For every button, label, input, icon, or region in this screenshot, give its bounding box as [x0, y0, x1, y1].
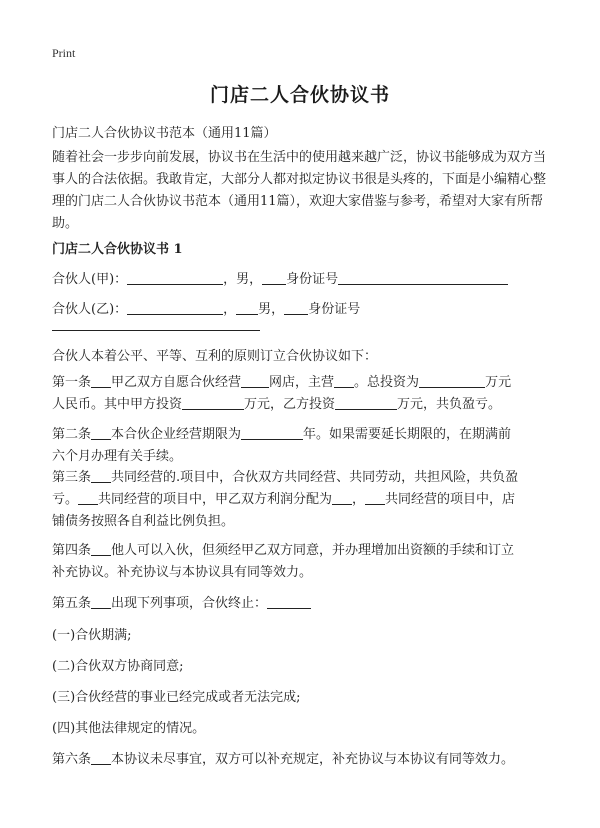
- blank: [241, 425, 303, 440]
- blank: [91, 750, 111, 765]
- lead-text: 合伙人本着公平、平等、互利的原则订立合伙协议如下：: [52, 349, 378, 364]
- article-3-text: 铺债务按照各自利益比例负担。: [52, 514, 235, 529]
- article-1-text: 甲乙双方自愿合伙经营: [111, 375, 242, 390]
- partner-b-name-blank: [127, 300, 223, 315]
- section-heading: 门店二人合伙协议书 1: [52, 242, 183, 257]
- article-5-num: 第五条: [52, 596, 92, 611]
- blank: [267, 594, 311, 609]
- document-title: 门店二人合伙协议书: [209, 84, 390, 106]
- blank: [419, 373, 485, 388]
- article-1-num: 第一条: [52, 375, 92, 390]
- blank: [91, 425, 111, 440]
- partner-b-age-blank: [284, 300, 308, 315]
- partner-b-comma: ，: [223, 302, 237, 317]
- article-1-text: 网店，主营: [269, 375, 335, 390]
- article-1-text: 万元: [485, 375, 512, 390]
- article-3-text: 共同经营的.项目中，合伙双方共同经营、共同劳动，共担风险，共负盈: [111, 470, 519, 485]
- article-3: [52, 467, 548, 533]
- partner-b-id-label: 身份证号: [308, 302, 361, 317]
- partner-b-blank: [236, 300, 258, 315]
- partner-a-name-blank: [127, 270, 223, 285]
- list-item: (四)其他法律规定的情况。: [52, 721, 206, 736]
- article-1-text: 。总投资为: [354, 375, 420, 390]
- blank: [91, 468, 111, 483]
- article-3-text: 共同经营的项目中，甲乙双方利润分配为: [98, 492, 333, 507]
- article-6-num: 第六条: [52, 752, 92, 767]
- article-4-text: 他人可以入伙，但须经甲乙双方同意，并办理增加出资额的手续和订立: [111, 543, 515, 558]
- intro-paragraph: 随着社会一步步向前发展，协议书在生活中的使用越来越广泛，协议书能够成为双方当事人的合法依据。我敢肯定，大部分人都对拟定协议书很是头疼的，下面是小编精心整理的门店二人合伙协议书范本（通用11篇），欢迎大家借鉴与参考，希望对大家有所帮助。: [52, 150, 547, 231]
- list-item: (一)合伙期满;: [52, 628, 132, 643]
- list-item: (三)合伙经营的事业已经完成或者无法完成;: [52, 690, 301, 705]
- blank: [182, 395, 244, 410]
- partner-b-id-blank: [52, 316, 260, 331]
- blank: [332, 490, 352, 505]
- article-6: [52, 748, 514, 767]
- article-4: [52, 540, 548, 584]
- article-1-text: 万元，乙方投资: [244, 397, 336, 412]
- article-1-text: 万元，共负盈亏。: [397, 397, 502, 412]
- article-2-num: 第二条: [52, 427, 92, 442]
- article-2: [52, 424, 548, 468]
- list-item: (二)合伙双方协商同意;: [52, 659, 184, 674]
- article-4-text: 补充协议。补充协议与本协议具有同等效力。: [52, 565, 313, 580]
- partner-b-id-line: [52, 316, 260, 333]
- blank: [365, 490, 385, 505]
- article-2-text: 年。如果需要延长期限的，在期满前: [303, 427, 512, 442]
- blank: [335, 395, 397, 410]
- partner-a-id-label: 身份证号: [286, 272, 339, 287]
- blank: [334, 373, 354, 388]
- document-subtitle: 门店二人合伙协议书范本（通用11篇）: [52, 126, 277, 141]
- partner-a-id-blank: [338, 270, 508, 285]
- partner-b-line: [52, 298, 360, 317]
- article-3-text: 亏。: [52, 492, 79, 507]
- article-1: [52, 372, 548, 416]
- blank: [241, 373, 269, 388]
- blank: [78, 490, 98, 505]
- partner-a-age-blank: [262, 270, 286, 285]
- blank: [91, 373, 111, 388]
- article-3-text: 共同经营的项目中，店: [385, 492, 516, 507]
- article-1-text: 人民币。其中甲方投资: [52, 397, 183, 412]
- article-5: [52, 592, 311, 611]
- article-6-text: 本协议未尽事宜，双方可以补充规定，补充协议与本协议有同等效力。: [111, 752, 515, 767]
- partner-a-gender: ，男，: [223, 272, 263, 287]
- partner-b-gender: 男，: [258, 302, 285, 317]
- article-3-text: ，: [352, 492, 366, 507]
- article-2-text: 六个月办理有关手续。: [52, 449, 183, 464]
- article-3-num: 第三条: [52, 470, 92, 485]
- article-5-text: 出现下列事项，合伙终止：: [111, 596, 268, 611]
- partner-b-label: 合伙人(乙)：: [52, 302, 128, 317]
- blank: [91, 594, 111, 609]
- partner-a-label: 合伙人(甲)：: [52, 272, 128, 287]
- partner-a-line: [52, 268, 508, 287]
- blank: [91, 541, 111, 556]
- article-4-num: 第四条: [52, 543, 92, 558]
- article-2-text: 本合伙企业经营期限为: [111, 427, 242, 442]
- print-link[interactable]: Print: [52, 46, 76, 60]
